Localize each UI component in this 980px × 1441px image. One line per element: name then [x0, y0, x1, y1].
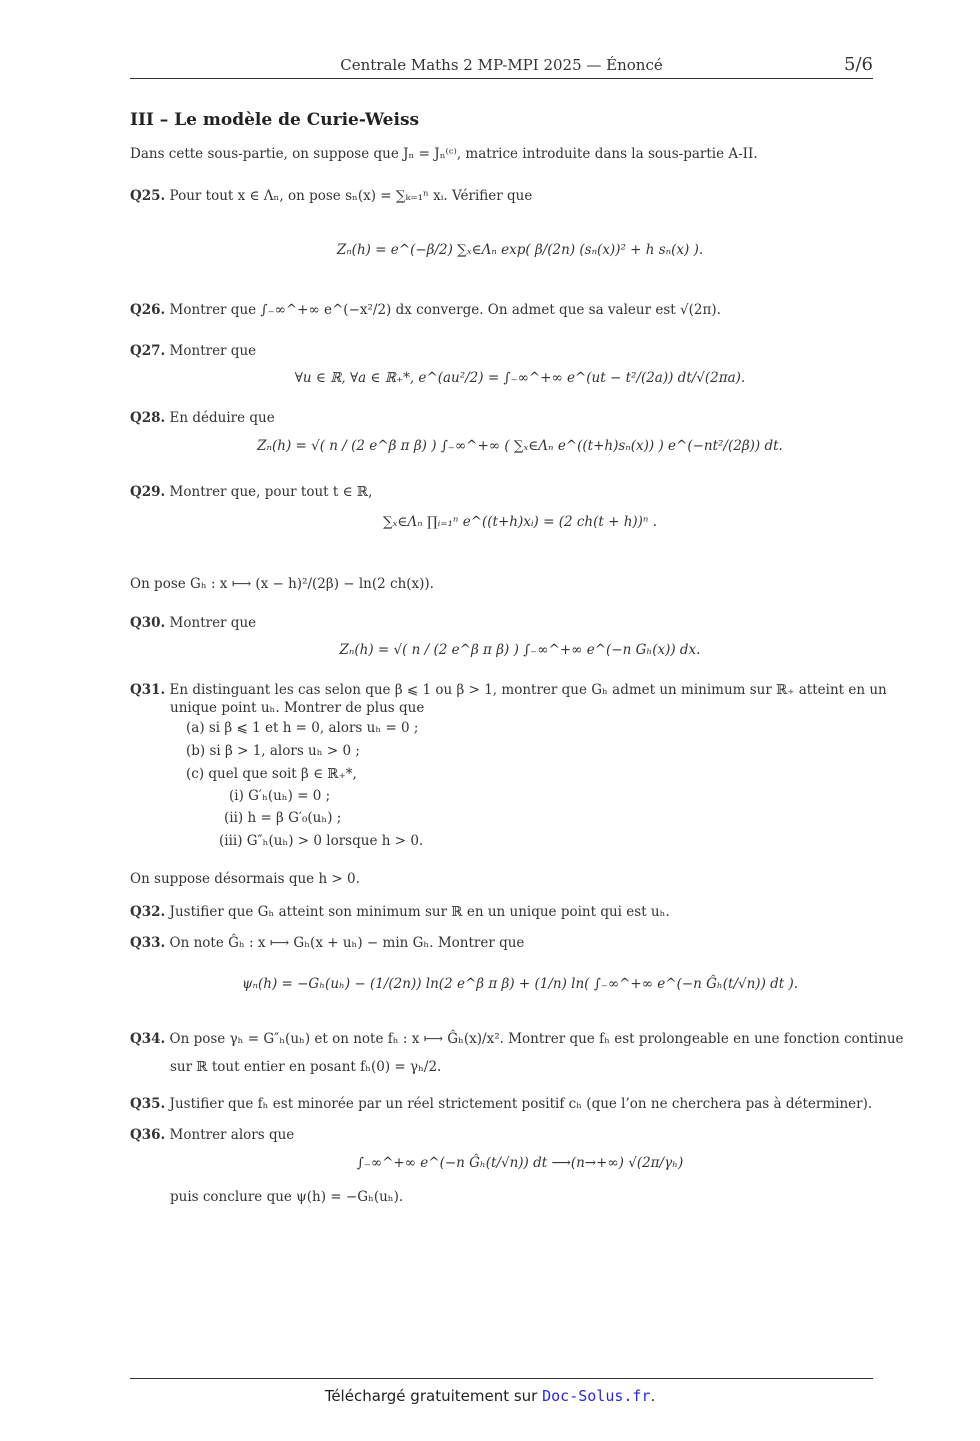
question-label: Q25. — [130, 188, 166, 204]
question-text: Justifier que Gₕ atteint son minimum sur ℝ en un unique point qui est uₕ. — [169, 904, 670, 920]
q31-item-c: (c) quel que soit β ∈ ℝ₊*, — [186, 766, 357, 782]
question-text: Montrer que, pour tout t ∈ ℝ, — [169, 484, 373, 500]
footer-text: Téléchargé gratuitement sur — [324, 1387, 538, 1405]
intro-paragraph: Dans cette sous-partie, on suppose que Jₙ = Jₙ⁽ᶜ⁾, matrice introduite dans la sous-partie A-II. — [130, 146, 758, 162]
q31-item-ii: (ii) h = β G′₀(uₕ) ; — [224, 810, 342, 826]
question-text: En distinguant les cas selon que β ⩽ 1 ou β > 1, montrer que Gₕ admet un minimum sur ℝ₊ atteint en un — [169, 682, 887, 698]
formula-q28: Zₙ(h) = √( n / (2 e^β π β) ) ∫₋∞^+∞ ( ∑ₓ∈Λₙ e^((t+h)sₙ(x)) ) e^(−nt²/(2β)) dt. — [257, 438, 783, 454]
formula-q27: ∀u ∈ ℝ, ∀a ∈ ℝ₊*, e^(au²/2) = ∫₋∞^+∞ e^(ut − t²/(2a)) dt/√(2πa). — [294, 370, 746, 386]
question-text: Montrer que ∫₋∞^+∞ e^(−x²/2) dx converge. On admet que sa valeur est √(2π). — [169, 302, 721, 318]
question-q28 — [130, 410, 275, 426]
formula-q33: ψₙ(h) = −Gₕ(uₕ) − (1/(2n)) ln(2 e^β π β) + (1/n) ln( ∫₋∞^+∞ e^(−n Ĝₕ(t/√n)) dt ). — [241, 976, 799, 992]
question-label: Q33. — [130, 935, 166, 951]
question-q31-line2: unique point uₕ. Montrer de plus que — [170, 700, 425, 716]
question-label: Q34. — [130, 1031, 166, 1047]
question-text: Montrer que — [169, 343, 257, 359]
formula-q29: ∑ₓ∈Λₙ ∏ᵢ₌₁ⁿ e^((t+h)xᵢ) = (2 ch(t + h))ⁿ . — [383, 514, 657, 530]
question-text: Justifier que fₕ est minorée par un réel strictement positif cₕ (que l’on ne cherchera pas à déterminer). — [169, 1096, 873, 1112]
question-q33 — [130, 935, 524, 951]
question-q31 — [130, 682, 887, 698]
question-text: On note Ĝₕ : x ⟼ Gₕ(x + uₕ) − min Gₕ. Montrer que — [169, 935, 525, 951]
q31-item-i: (i) G′ₕ(uₕ) = 0 ; — [229, 788, 331, 804]
question-q25 — [130, 188, 532, 204]
question-label: Q28. — [130, 410, 166, 426]
footer-end: . — [650, 1387, 656, 1405]
question-q26 — [130, 302, 721, 318]
question-label: Q26. — [130, 302, 166, 318]
header-title: Centrale Maths 2 MP-MPI 2025 — Énoncé — [340, 56, 663, 74]
question-q34 — [130, 1031, 904, 1047]
question-text: Montrer alors que — [169, 1127, 295, 1143]
question-label: Q30. — [130, 615, 166, 631]
definition-G: On pose Gₕ : x ⟼ (x − h)²/(2β) − ln(2 ch(x)). — [130, 576, 434, 592]
question-q29 — [130, 484, 372, 500]
question-label: Q32. — [130, 904, 166, 920]
page-footer — [0, 1387, 980, 1405]
question-label: Q29. — [130, 484, 166, 500]
question-label: Q31. — [130, 682, 166, 698]
footer-divider — [130, 1378, 873, 1379]
formula-q25: Zₙ(h) = e^(−β/2) ∑ₓ∈Λₙ exp( β/(2n) (sₙ(x))² + h sₙ(x) ). — [336, 242, 704, 258]
question-text: En déduire que — [169, 410, 275, 426]
question-q35 — [130, 1096, 872, 1112]
question-label: Q36. — [130, 1127, 166, 1143]
question-text: On pose γₕ = G″ₕ(uₕ) et on note fₕ : x ⟼ Ĝₕ(x)/x². Montrer que fₕ est prolongeable en une fonction continue — [169, 1031, 904, 1047]
question-q32 — [130, 904, 670, 920]
section-title: III – Le modèle de Curie-Weiss — [130, 110, 420, 130]
question-label: Q27. — [130, 343, 166, 359]
formula-q30: Zₙ(h) = √( n / (2 e^β π β) ) ∫₋∞^+∞ e^(−n Gₕ(x)) dx. — [339, 642, 701, 658]
question-q34-line2: sur ℝ tout entier en posant fₕ(0) = γₕ/2. — [170, 1059, 442, 1075]
q31-item-a: (a) si β ⩽ 1 et h = 0, alors uₕ = 0 ; — [186, 720, 419, 736]
page-number: 5/6 — [844, 54, 873, 75]
question-text: Montrer que — [169, 615, 257, 631]
question-q27 — [130, 343, 256, 359]
q31-item-iii: (iii) G″ₕ(uₕ) > 0 lorsque h > 0. — [219, 833, 424, 849]
doc-solus-link[interactable]: Doc-Solus.fr — [542, 1387, 651, 1405]
question-q36 — [130, 1127, 294, 1143]
question-q30 — [130, 615, 256, 631]
formula-q36: ∫₋∞^+∞ e^(−n Ĝₕ(t/√n)) dt ⟶(n→+∞) √(2π/γₕ) — [356, 1155, 684, 1171]
question-label: Q35. — [130, 1096, 166, 1112]
page-header — [130, 54, 873, 79]
question-q36-conclusion: puis conclure que ψ(h) = −Gₕ(uₕ). — [170, 1189, 404, 1205]
assumption-text: On suppose désormais que h > 0. — [130, 871, 360, 887]
question-text: Pour tout x ∈ Λₙ, on pose sₙ(x) = ∑ₖ₌₁ⁿ xᵢ. Vérifier que — [169, 188, 533, 204]
q31-item-b: (b) si β > 1, alors uₕ > 0 ; — [186, 743, 360, 759]
